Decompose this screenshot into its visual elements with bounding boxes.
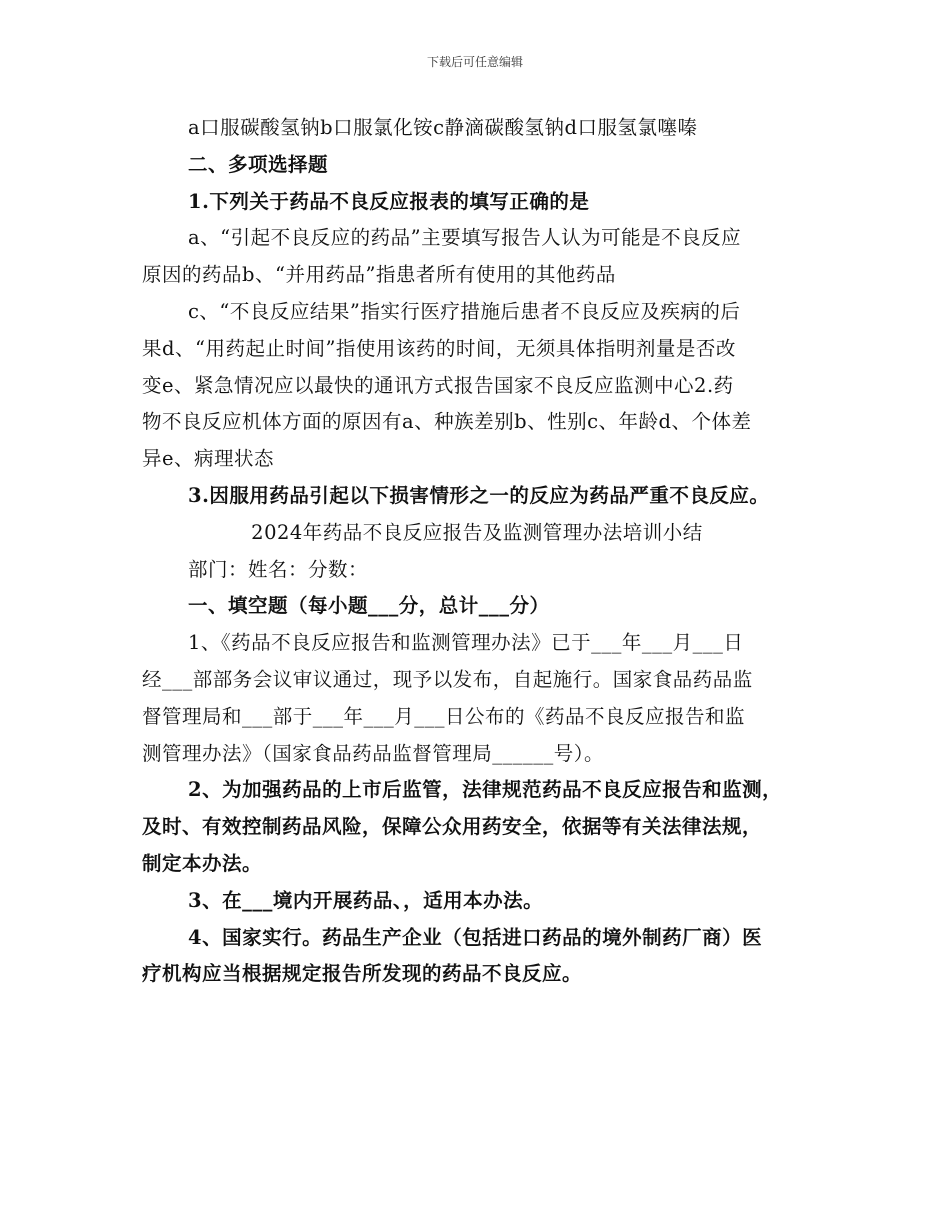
paragraph-line: 物不良反应机体方面的原因有a、种族差别b、性别c、年龄d、个体差	[142, 410, 752, 434]
document-body	[142, 110, 812, 993]
paragraph-line: 原因的药品b、“并用药品”指患者所有使用的其他药品	[142, 263, 616, 287]
paragraph-line: 1、《药品不良反应报告和监测管理办法》已于___年___月___日	[188, 631, 744, 655]
section-heading-multiple-choice: 二、多项选择题	[188, 152, 329, 176]
paragraph-line: 变e、紧急情况应以最快的通讯方式报告国家不良反应监测中心2.药	[142, 373, 734, 397]
question-options-line: a口服碳酸氢钠b口服氯化铵c静滴碳酸氢钠d口服氢氯噻嗪	[188, 116, 698, 139]
paragraph-line: 经___部部务会议审议通过，现予以发布，自起施行。国家食品药品监	[142, 667, 753, 691]
paragraph-line-bold: 2、为加强药品的上市后监管，法律规范药品不良反应报告和监测，	[188, 778, 783, 802]
question-1-stem: 1.下列关于药品不良反应报表的填写正确的是	[188, 189, 590, 213]
paragraph-line: a、“引起不良反应的药品”主要填写报告人认为可能是不良反应	[188, 226, 742, 250]
paragraph-line-bold: 疗机构应当根据规定报告所发现的药品不良反应。	[142, 962, 583, 986]
paragraph-line: 果d、“用药起止时间”指使用该药的时间，无须具体指明剂量是否改	[142, 336, 736, 360]
page-header: 下载后可任意编辑	[426, 55, 523, 69]
question-3-stem: 3.因服用药品引起以下损害情形之一的反应为药品严重不良反应。	[188, 483, 770, 507]
section-heading-fill-blank: 一、填空题（每小题___分，总计___分）	[188, 594, 550, 618]
paragraph-line: 测管理办法》（国家食品药品监督管理局______号）。	[142, 741, 605, 765]
info-fields-line: 部门：姓名：分数：	[188, 557, 369, 581]
paragraph-line: c、“不良反应结果”指实行医疗措施后患者不良反应及疾病的后	[188, 299, 741, 323]
document-title: 2024年药品不良反应报告及监测管理办法培训小结	[251, 520, 703, 544]
paragraph-line: 异e、病理状态	[142, 447, 275, 471]
paragraph-line: 督管理局和___部于___年___月___日公布的《药品不良反应报告和监	[142, 704, 746, 728]
paragraph-line-bold: 4、国家实行。药品生产企业（包括进口药品的境外制药厂商）医	[188, 925, 763, 949]
paragraph-line-bold: 3、在___境内开展药品、，适用本办法。	[188, 888, 544, 912]
paragraph-line-bold: 制定本办法。	[142, 851, 263, 875]
paragraph-line-bold: 及时、有效控制药品风险，保障公众用药安全，依据等有关法律法规，	[142, 815, 763, 839]
